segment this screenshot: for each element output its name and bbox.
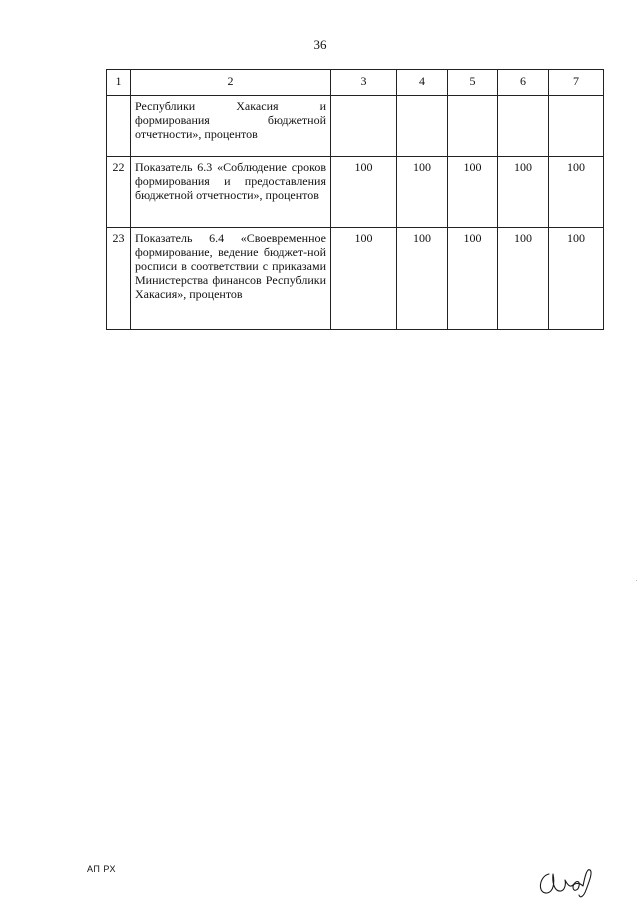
row-number: 22 bbox=[107, 157, 131, 228]
value-cell: 100 bbox=[549, 228, 604, 330]
value-cell bbox=[549, 96, 604, 157]
column-header: 6 bbox=[498, 70, 549, 96]
table-header-row bbox=[107, 70, 604, 96]
handwritten-signature bbox=[535, 862, 615, 902]
indicator-description: Республики Хакасия и формирования бюджетной отчетности», процентов bbox=[131, 96, 331, 157]
value-cell: 100 bbox=[397, 157, 448, 228]
indicator-description: Показатель 6.4 «Своевременное формирование, ведение бюджет-ной росписи в соответствии с приказами Министерства финансов Республики Хакасия», процентов bbox=[131, 228, 331, 330]
value-cell bbox=[448, 96, 498, 157]
value-cell: 100 bbox=[397, 228, 448, 330]
column-header: 5 bbox=[448, 70, 498, 96]
table-row bbox=[107, 96, 604, 157]
value-cell: 100 bbox=[448, 157, 498, 228]
row-number bbox=[107, 96, 131, 157]
value-cell bbox=[331, 96, 397, 157]
indicators-table bbox=[106, 69, 604, 330]
table-row bbox=[107, 157, 604, 228]
page-number: 36 bbox=[313, 37, 327, 52]
scan-speck bbox=[636, 580, 637, 581]
value-cell: 100 bbox=[549, 157, 604, 228]
document-stamp-mark: АП РХ bbox=[87, 864, 116, 874]
value-cell bbox=[397, 96, 448, 157]
column-header: 7 bbox=[549, 70, 604, 96]
value-cell: 100 bbox=[498, 228, 549, 330]
value-cell: 100 bbox=[331, 157, 397, 228]
value-cell: 100 bbox=[448, 228, 498, 330]
row-number: 23 bbox=[107, 228, 131, 330]
column-header: 3 bbox=[331, 70, 397, 96]
column-header: 2 bbox=[131, 70, 331, 96]
value-cell bbox=[498, 96, 549, 157]
indicator-description: Показатель 6.3 «Соблюдение сроков формирования и предоставления бюджетной отчетности», процентов bbox=[131, 157, 331, 228]
column-header: 1 bbox=[107, 70, 131, 96]
value-cell: 100 bbox=[331, 228, 397, 330]
table-row bbox=[107, 228, 604, 330]
value-cell: 100 bbox=[498, 157, 549, 228]
column-header: 4 bbox=[397, 70, 448, 96]
